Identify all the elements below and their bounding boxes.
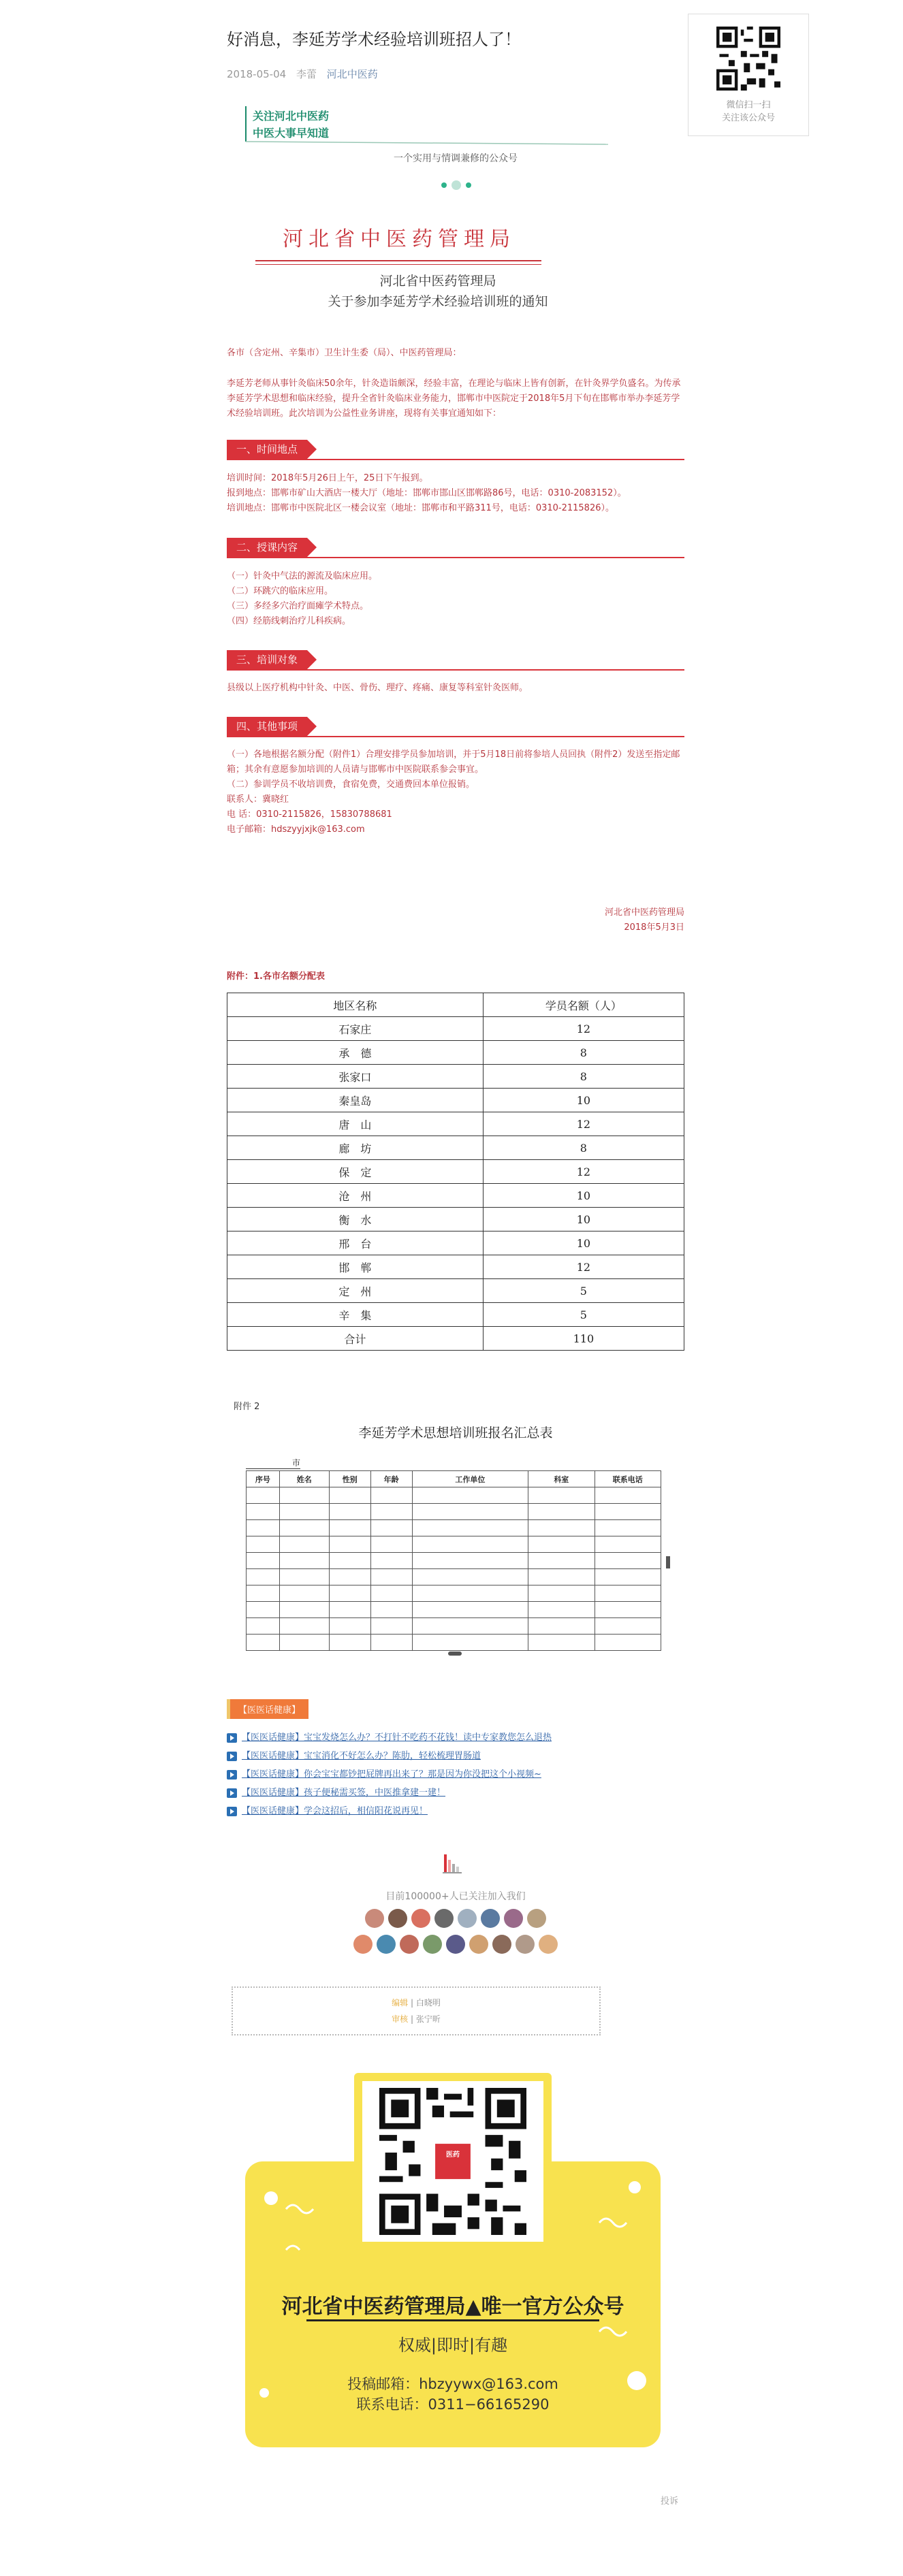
section-heading-4-rule xyxy=(227,736,684,737)
registration-empty-cell xyxy=(595,1520,661,1536)
registration-empty-cell xyxy=(370,1553,412,1569)
related-link-text[interactable]: 【医医话健康】学会这招后，相信阳花说再见！ xyxy=(242,1806,428,1816)
registration-empty-cell xyxy=(595,1487,661,1504)
registration-empty-cell xyxy=(279,1487,329,1504)
follower-avatar xyxy=(365,1909,384,1928)
section-4-line: 电子邮箱：hdszyyjxjk@163.com xyxy=(227,824,365,835)
follower-avatar xyxy=(539,1935,558,1954)
quota-region-cell: 定 州 xyxy=(227,1279,484,1303)
follower-avatar xyxy=(400,1935,419,1954)
quota-table-row xyxy=(227,1065,684,1089)
quota-region-cell: 石家庄 xyxy=(227,1017,484,1041)
related-links xyxy=(227,1729,684,1821)
follower-avatar xyxy=(423,1935,442,1954)
related-link[interactable] xyxy=(227,1784,684,1803)
registration-empty-row xyxy=(247,1487,661,1504)
quota-table-row xyxy=(227,1041,684,1065)
quota-region-cell: 邯 郸 xyxy=(227,1255,484,1279)
registration-empty-cell xyxy=(329,1520,370,1536)
registration-empty-row xyxy=(247,1602,661,1618)
registration-empty-cell xyxy=(528,1553,595,1569)
section-1-body xyxy=(227,471,684,516)
section-2-body xyxy=(227,569,684,629)
editor-box xyxy=(232,1986,601,2035)
registration-empty-cell xyxy=(595,1504,661,1520)
reg-header: 工作单位 xyxy=(412,1471,528,1487)
editor-label: 编辑 xyxy=(392,1998,409,2008)
related-link[interactable] xyxy=(227,1729,684,1748)
registration-empty-cell xyxy=(528,1504,595,1520)
registration-empty-cell xyxy=(329,1536,370,1553)
avatar-row-2 xyxy=(227,1935,684,1957)
section-2-line: （二）环跳穴的临床应用。 xyxy=(227,586,334,596)
reg-header: 序号 xyxy=(247,1471,280,1487)
quota-region-cell: 廊 坊 xyxy=(227,1136,484,1160)
registration-form-title: 李延芳学术思想培训班报名汇总表 xyxy=(358,1426,553,1440)
follower-avatar xyxy=(353,1935,373,1954)
registration-empty-cell xyxy=(412,1602,528,1618)
registration-empty-cell xyxy=(370,1602,412,1618)
registration-empty-cell xyxy=(412,1585,528,1602)
registration-empty-cell xyxy=(595,1618,661,1635)
registration-empty-cell xyxy=(329,1553,370,1569)
review-line: 审核 | 张宁昕 xyxy=(392,2014,441,2024)
quota-region-cell: 秦皇岛 xyxy=(227,1089,484,1112)
carousel-dots xyxy=(436,178,477,192)
follow-banner xyxy=(227,102,622,150)
related-link-text[interactable]: 【医医话健康】宝宝发烧怎么办？不打针不吃药不花钱！读中专家教您怎么退热 xyxy=(242,1733,552,1743)
follower-avatar xyxy=(469,1935,488,1954)
quota-count-cell: 5 xyxy=(483,1279,684,1303)
registration-empty-cell xyxy=(279,1618,329,1635)
quota-table-row xyxy=(227,1184,684,1208)
registration-empty-cell xyxy=(595,1569,661,1585)
qr-card xyxy=(688,14,809,136)
registration-empty-cell xyxy=(412,1635,528,1651)
org-banner-name: 河北省中医药管理局 xyxy=(283,227,516,251)
section-4-line: （二）参训学员不收培训费，食宿免费，交通费回本单位报销。 xyxy=(227,779,475,790)
registration-empty-cell xyxy=(528,1487,595,1504)
registration-empty-cell xyxy=(329,1635,370,1651)
poster-contact xyxy=(245,2374,661,2415)
registration-empty-cell xyxy=(247,1569,280,1585)
registration-empty-cell xyxy=(412,1569,528,1585)
quota-table-row xyxy=(227,1112,684,1136)
section-2-line: （一）针灸中气法的源流及临床应用。 xyxy=(227,571,378,581)
quota-header-region: 地区名称 xyxy=(227,993,484,1017)
article-title: 好消息，李延芳学术经验培训班招人了！ xyxy=(227,30,521,49)
section-3-line: 县级以上医疗机构中针灸、中医、骨伤、理疗、疼痛、康复等科室针灸医师。 xyxy=(227,683,528,693)
section-heading-2-rule xyxy=(227,557,684,558)
quota-header-count: 学员名额（人） xyxy=(483,993,684,1017)
follower-avatar xyxy=(504,1909,523,1928)
quota-count-cell: 8 xyxy=(483,1136,684,1160)
avatar-row-1 xyxy=(227,1909,684,1931)
section-heading-4 xyxy=(227,717,684,737)
poster-subtitle: 权威|即时|有趣 xyxy=(398,2336,508,2355)
registration-empty-cell xyxy=(247,1585,280,1602)
registration-empty-cell xyxy=(370,1487,412,1504)
registration-empty-cell xyxy=(247,1536,280,1553)
review-name: 张宁昕 xyxy=(415,2014,441,2024)
quota-table-row xyxy=(227,1136,684,1160)
section-heading-3-rule xyxy=(227,669,684,671)
registration-empty-row xyxy=(247,1618,661,1635)
quota-table-row xyxy=(227,1160,684,1184)
section-heading-2 xyxy=(227,538,684,558)
attachment-1-label: 附件：1.各市名额分配表 xyxy=(227,971,325,982)
registration-empty-cell xyxy=(412,1553,528,1569)
section-1-line: 培训时间：2018年5月26日上午，25日下午报到。 xyxy=(227,473,428,483)
reg-header: 姓名 xyxy=(279,1471,329,1487)
section-heading-3 xyxy=(227,650,684,671)
registration-empty-cell xyxy=(329,1618,370,1635)
attachment-2-label: 附件 2 xyxy=(234,1402,260,1412)
quota-count-cell: 10 xyxy=(483,1208,684,1231)
section-4-line: （一）各地根据名额分配（附件1）合理安排学员参加培训，并于5月18日前将参培人员回执（附件2）发送至指定邮箱；其余有意愿参加培训的人员请与邯郸市中医院联系参会事宜。 xyxy=(227,750,680,775)
notice-title-line-2: 关于参加李延芳学术经验培训班的通知 xyxy=(328,294,548,309)
quota-table-row xyxy=(227,1327,684,1351)
article-meta xyxy=(227,67,385,81)
slogan: 一个实用与情调兼修的公众号 xyxy=(394,153,518,164)
quota-region-cell: 承 德 xyxy=(227,1041,484,1065)
quota-region-cell: 张家口 xyxy=(227,1065,484,1089)
registration-empty-cell xyxy=(329,1487,370,1504)
poster-email: 投稿邮箱：hbzyywx@163.com xyxy=(347,2376,558,2392)
registration-table-header xyxy=(247,1471,661,1487)
registration-empty-cell xyxy=(247,1602,280,1618)
follower-avatar xyxy=(388,1909,407,1928)
registration-empty-cell xyxy=(329,1602,370,1618)
quota-count-cell: 5 xyxy=(483,1303,684,1327)
registration-empty-cell xyxy=(595,1553,661,1569)
section-4-body xyxy=(227,747,684,837)
play-icon xyxy=(227,1752,237,1761)
poster-qr-seal: 医药 xyxy=(446,2151,460,2159)
article-date: 2018-05-04 xyxy=(227,68,287,80)
registration-empty-cell xyxy=(279,1536,329,1553)
registration-city-field xyxy=(246,1457,300,1469)
registration-empty-row xyxy=(247,1635,661,1651)
reg-header: 联系电话 xyxy=(595,1471,661,1487)
follower-avatar xyxy=(434,1909,454,1928)
quota-count-cell: 10 xyxy=(483,1089,684,1112)
registration-empty-row xyxy=(247,1569,661,1585)
registration-empty-cell xyxy=(279,1569,329,1585)
registration-empty-cell xyxy=(279,1504,329,1520)
quota-count-cell: 12 xyxy=(483,1112,684,1136)
registration-empty-cell xyxy=(279,1635,329,1651)
registration-empty-cell xyxy=(370,1536,412,1553)
quota-region-cell: 唐 山 xyxy=(227,1112,484,1136)
review-label: 审核 xyxy=(392,2014,409,2024)
registration-empty-cell xyxy=(412,1536,528,1553)
registration-city-label: 市 xyxy=(291,1458,300,1468)
registration-empty-cell xyxy=(528,1536,595,1553)
follower-avatar xyxy=(411,1909,430,1928)
quota-table-header xyxy=(227,993,684,1017)
editor-name: 白晓明 xyxy=(415,1998,441,2008)
health-tag-label: 【医医话健康】 xyxy=(227,1699,308,1719)
quota-count-cell: 8 xyxy=(483,1041,684,1065)
registration-empty-cell xyxy=(279,1585,329,1602)
follower-avatar xyxy=(446,1935,465,1954)
quota-region-cell: 辛 集 xyxy=(227,1303,484,1327)
play-icon xyxy=(227,1770,237,1780)
org-banner xyxy=(255,218,541,272)
reg-header: 性别 xyxy=(329,1471,370,1487)
qr-caption-1: 微信扫一扫 xyxy=(726,100,771,110)
registration-empty-cell xyxy=(412,1520,528,1536)
play-icon xyxy=(227,1807,237,1816)
follower-avatar xyxy=(492,1935,511,1954)
section-heading-3-label: 三、培训对象 xyxy=(227,650,307,669)
quota-region-cell: 保 定 xyxy=(227,1160,484,1184)
image-resize-handle xyxy=(666,1556,670,1568)
qr-caption-2: 关注该公众号 xyxy=(721,113,775,123)
play-icon xyxy=(227,1733,237,1743)
registration-empty-cell xyxy=(595,1635,661,1651)
registration-empty-cell xyxy=(370,1635,412,1651)
section-heading-4-label: 四、其他事项 xyxy=(227,717,307,736)
registration-empty-cell xyxy=(279,1602,329,1618)
registration-empty-cell xyxy=(370,1585,412,1602)
registration-empty-cell xyxy=(247,1520,280,1536)
quota-region-cell: 沧 州 xyxy=(227,1184,484,1208)
registration-empty-cell xyxy=(370,1504,412,1520)
notice-title xyxy=(227,271,649,312)
section-2-line: （四）经筋线刺治疗儿科疾病。 xyxy=(227,616,351,626)
section-heading-4-arrow xyxy=(307,717,317,736)
notice-title-line-1: 河北省中医药管理局 xyxy=(379,274,496,289)
image-resize-handle-bottom xyxy=(448,1652,462,1656)
registration-empty-cell xyxy=(595,1602,661,1618)
quota-table-row xyxy=(227,1089,684,1112)
section-1-line: 培训地点：邯郸市中医院北区一楼会议室（地址：邯郸市和平路311号，电话：0310-2115826）。 xyxy=(227,503,614,513)
quota-count-cell: 10 xyxy=(483,1184,684,1208)
section-4-line: 电 话：0310-2115826，15830788681 xyxy=(227,809,392,820)
registration-empty-cell xyxy=(412,1618,528,1635)
section-heading-1-rule xyxy=(227,459,684,460)
qr-code xyxy=(716,27,780,91)
followers-text: 目前100000+人已关注加入我们 xyxy=(385,1891,526,1902)
registration-empty-row xyxy=(247,1585,661,1602)
section-heading-1-arrow xyxy=(307,440,317,459)
quota-count-cell: 12 xyxy=(483,1255,684,1279)
registration-empty-cell xyxy=(247,1487,280,1504)
registration-empty-cell xyxy=(329,1569,370,1585)
related-link[interactable] xyxy=(227,1766,684,1784)
section-heading-1-label: 一、时间地点 xyxy=(227,440,307,459)
report-link[interactable]: 投诉 xyxy=(661,2496,679,2507)
registration-empty-cell xyxy=(370,1520,412,1536)
quota-table-row xyxy=(227,1017,684,1041)
registration-empty-cell xyxy=(528,1569,595,1585)
quota-table xyxy=(227,993,684,1351)
quota-count-cell: 10 xyxy=(483,1231,684,1255)
section-1-line: 报到地点：邯郸市矿山大酒店一楼大厅（地址：邯郸市邯山区邯郸路86号，电话：0310-2083152）。 xyxy=(227,488,627,498)
quota-region-cell: 衡 水 xyxy=(227,1208,484,1231)
related-link-text[interactable]: 【医医话健康】你会宝宝都钞把屁牌再出来了？那是因为你没把这个小视频~ xyxy=(242,1769,541,1780)
section-4-line: 联系人：冀晓红 xyxy=(227,794,289,805)
registration-empty-cell xyxy=(528,1602,595,1618)
section-3-body xyxy=(227,681,684,696)
quota-count-cell: 12 xyxy=(483,1017,684,1041)
quota-count-cell: 8 xyxy=(483,1065,684,1089)
follower-avatar xyxy=(377,1935,396,1954)
quota-table-row xyxy=(227,1303,684,1327)
follow-line-2: 中医大事早知道 xyxy=(253,127,330,140)
registration-empty-cell xyxy=(412,1504,528,1520)
follower-avatar xyxy=(516,1935,535,1954)
section-heading-2-label: 二、授课内容 xyxy=(227,538,307,557)
registration-empty-cell xyxy=(370,1569,412,1585)
reg-header: 年龄 xyxy=(370,1471,412,1487)
registration-empty-cell xyxy=(247,1504,280,1520)
org-banner-rule xyxy=(255,260,541,261)
section-2-line: （三）多经多穴治疗面瘫学术特点。 xyxy=(227,601,369,611)
registration-empty-cell xyxy=(528,1635,595,1651)
registration-empty-cell xyxy=(595,1536,661,1553)
registration-empty-cell xyxy=(528,1585,595,1602)
related-link[interactable] xyxy=(227,1748,684,1766)
registration-empty-cell xyxy=(279,1553,329,1569)
official-account-poster xyxy=(245,2073,661,2447)
poster-title: 河北省中医药管理局▲唯一官方公众号 xyxy=(281,2295,624,2319)
reg-header: 科室 xyxy=(528,1471,595,1487)
section-heading-3-arrow xyxy=(307,650,317,669)
registration-empty-cell xyxy=(247,1553,280,1569)
registration-empty-row xyxy=(247,1520,661,1536)
quota-table-row xyxy=(227,1231,684,1255)
registration-empty-cell xyxy=(329,1504,370,1520)
registration-empty-cell xyxy=(412,1487,528,1504)
intro-paragraph: 李延芳老师从事针灸临床50余年，针灸造诣颇深，经验丰富，在理论与临床上皆有创新，在针灸界学负盛名。为传承李延芳学术思想和临床经验，提升全省针灸临床业务能力，邯郸市中医院定于2018年5月下旬在邯郸市举办李延芳学术经验培训班。此次培训为公益性业务讲座，现将有关事宜通知如下： xyxy=(227,379,681,419)
quota-region-cell: 合计 xyxy=(227,1327,484,1351)
salutation: 各市（含定州、辛集市）卫生计生委（局）、中医药管理局： xyxy=(227,348,462,358)
follower-avatar xyxy=(527,1909,546,1928)
registration-empty-row xyxy=(247,1504,661,1520)
quota-region-cell: 邢 台 xyxy=(227,1231,484,1255)
quota-count-cell: 12 xyxy=(483,1160,684,1184)
related-link[interactable] xyxy=(227,1803,684,1821)
account-link[interactable]: 河北中医药 xyxy=(326,68,378,80)
follower-avatar xyxy=(458,1909,477,1928)
signature xyxy=(227,905,684,935)
registration-empty-cell xyxy=(595,1585,661,1602)
editor-line: 编辑 | 白晓明 xyxy=(392,1998,441,2008)
related-link-text[interactable]: 【医医话健康】孩子便秘需买签，中医推拿建一建！ xyxy=(242,1788,446,1798)
registration-empty-cell xyxy=(528,1520,595,1536)
registration-empty-cell xyxy=(370,1618,412,1635)
quota-table-row xyxy=(227,1255,684,1279)
play-icon xyxy=(227,1788,237,1798)
section-heading-2-arrow xyxy=(307,538,317,557)
article-author: 李蕾 xyxy=(296,68,317,80)
signature-org: 河北省中医药管理局 xyxy=(604,907,684,918)
health-tag xyxy=(227,1699,308,1719)
poster-title-underline xyxy=(306,2319,599,2321)
registration-empty-cell xyxy=(329,1585,370,1602)
registration-empty-cell xyxy=(247,1618,280,1635)
quota-table-row xyxy=(227,1279,684,1303)
quota-table-row xyxy=(227,1208,684,1231)
registration-empty-row xyxy=(247,1553,661,1569)
registration-empty-cell xyxy=(528,1618,595,1635)
org-banner-rule-thin xyxy=(255,264,541,265)
registration-empty-cell xyxy=(247,1635,280,1651)
follower-avatar xyxy=(481,1909,500,1928)
quota-count-cell: 110 xyxy=(483,1327,684,1351)
poster-phone: 联系电话：0311−66165290 xyxy=(356,2396,550,2413)
registration-empty-row xyxy=(247,1536,661,1553)
bar-chart-icon xyxy=(443,1850,463,1873)
registration-form-image xyxy=(227,1415,684,1660)
related-link-text[interactable]: 【医医话健康】宝宝消化不好怎么办？陈肋，轻松梳理胃肠道 xyxy=(242,1751,481,1761)
follow-line-1: 关注河北中医药 xyxy=(253,110,330,123)
registration-table xyxy=(246,1470,661,1651)
registration-empty-cell xyxy=(279,1520,329,1536)
signature-date: 2018年5月3日 xyxy=(624,922,684,933)
section-heading-1 xyxy=(227,440,684,460)
